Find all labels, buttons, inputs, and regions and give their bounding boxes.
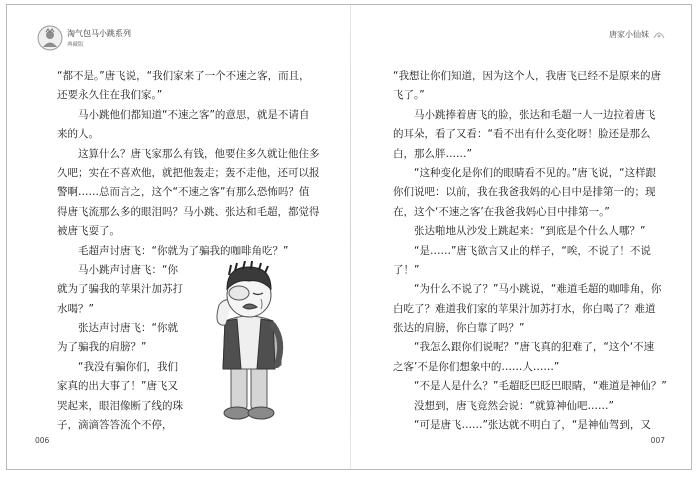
right-page <box>351 5 693 469</box>
series-title: 淘气包马小跳系列 <box>67 29 131 38</box>
chapter-title: 唐家小仙妹 <box>609 30 649 39</box>
text-line: 白吃了？难道我们家的苹果汁加苏打水，你白喝了？难道 <box>393 302 656 315</box>
text-line: 这算什么？唐飞家那么有钱，他要住多久就让他住多 <box>57 147 320 160</box>
text-line: 张达的肩膀，你白靠了吗？” <box>393 322 525 335</box>
page-number-right: 007 <box>650 436 665 445</box>
running-header-right <box>609 29 665 40</box>
series-logo-icon <box>37 25 63 51</box>
text-line: 被唐飞耍了。 <box>57 225 120 238</box>
book-spread <box>6 4 692 470</box>
text-line: 张达声讨唐飞：“你就 <box>57 322 178 335</box>
text-line: “为什么不说了？”马小跳说，“难道毛超的咖啡角，你 <box>393 283 662 296</box>
text-line: 久吧；实在不喜欢他，就把他轰走；轰不走他，还可以报 <box>57 166 320 179</box>
text-line: 来的人。 <box>57 128 99 141</box>
text-line: 子，滴滴答答流个不停， <box>57 419 173 432</box>
text-line: 水喝？” <box>57 302 94 315</box>
text-line: 就为了骗我的苹果汁加苏打 <box>57 283 183 296</box>
text-line: 毛超声讨唐飞：“你就为了骗我的咖啡角吃？” <box>57 244 289 257</box>
text-line: 为了骗我的肩膀？” <box>57 341 147 354</box>
text-line: “都不是。”唐飞说，“我们家来了一个不速之客，而且， <box>57 70 310 82</box>
text-line: 在，这个‘不速之客’在我爸我妈心目中排第一。” <box>393 205 610 218</box>
text-line: “我怎么跟你们说呢？”唐飞真的犯难了，“这个‘不速 <box>393 341 655 354</box>
text-line: 家真的出大事了！”唐飞又 <box>57 380 178 393</box>
text-line: 马小跳声讨唐飞：“你 <box>57 263 178 276</box>
text-line: “这种变化是你们的眼睛看不见的。”唐飞说，“这样跟 <box>393 166 657 179</box>
text-line: 的耳朵，看了又看：“看不出有什么变化呀！脸还是那么 <box>393 128 651 141</box>
text-line: “是……”唐飞欲言又止的样子，“唉，不说了！不说 <box>393 244 651 257</box>
page-number-left: 006 <box>35 436 50 445</box>
text-line: 你们说吧：以前，我在我爸我妈的心目中是排第一的；现 <box>393 186 656 199</box>
text-line: 还要永久住在我们家。” <box>57 89 163 102</box>
text-line: 没想到，唐飞竟然会说：“就算神仙吧……” <box>393 399 614 412</box>
text-line: 马小跳他们都知道“不速之客”的意思，就是不请自 <box>57 108 310 121</box>
text-line: “我没有骗你们，我们 <box>57 360 178 373</box>
text-line: 张达啪地从沙发上跳起来：“到底是个什么人哪？” <box>393 225 646 238</box>
text-line: 飞了。” <box>393 89 425 102</box>
text-line: “不是人是什么？”毛超眨巴眨巴眼睛，“难道是神仙？” <box>393 380 667 393</box>
right-page-body <box>393 67 665 435</box>
text-line: 白，那么胖……” <box>393 147 472 160</box>
text-line: 哭起来，眼泪像断了线的珠 <box>57 399 183 412</box>
crying-boy-illustration <box>205 261 297 429</box>
text-line: “我想让你们知道，因为这个人，我唐飞已经不是原来的唐 <box>393 70 661 82</box>
text-line: 马小跳捧着唐飞的脸，张达和毛超一人一边拉着唐飞 <box>393 108 656 121</box>
text-line: “可是唐飞……”张达就不明白了，“是神仙驾到，又 <box>393 419 651 432</box>
header-ornament-icon <box>653 30 665 40</box>
text-line: 了！” <box>393 263 420 276</box>
text-line: 之客’不是你们想象中的……人……” <box>393 360 560 373</box>
text-line: 得唐飞流那么多的眼泪吗？马小跳、张达和毛超，都觉得 <box>57 205 320 218</box>
left-page <box>7 5 350 469</box>
text-line: 警啊……总而言之，这个“不速之客”有那么恐怖吗？值 <box>57 186 310 199</box>
series-subtitle: 典藏版 <box>67 42 84 48</box>
